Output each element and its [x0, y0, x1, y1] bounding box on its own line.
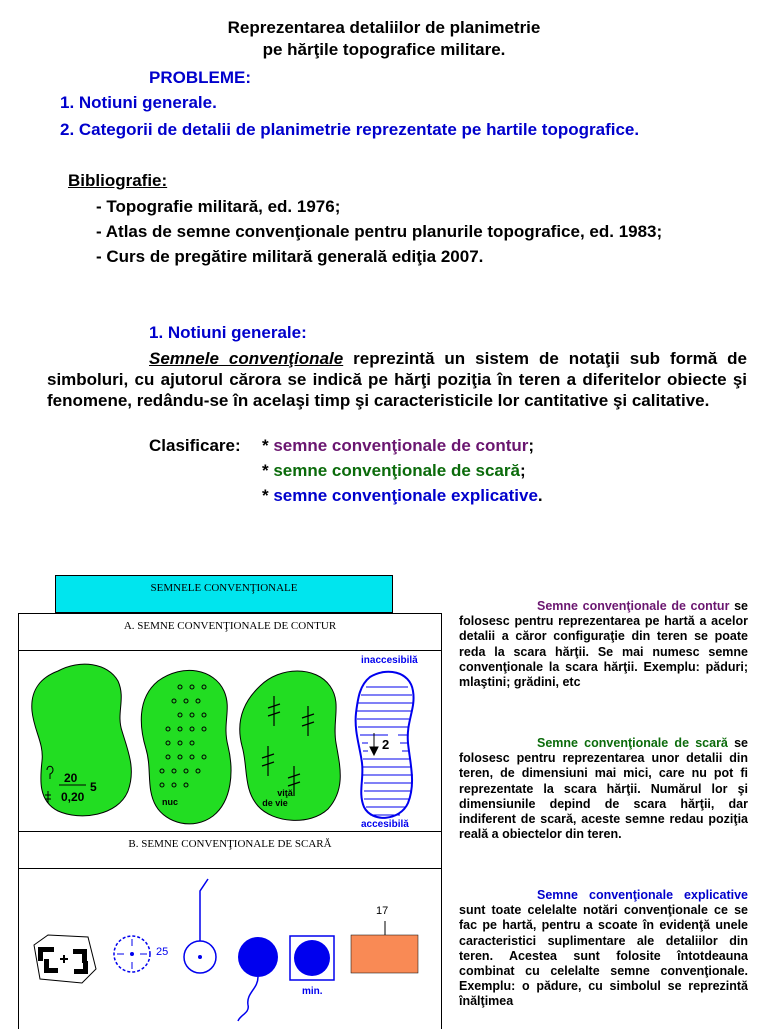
min-label: min. [302, 986, 323, 997]
classification-item-1: * semne convenţionale de contur; [262, 436, 535, 455]
scale-signs-graphic [18, 869, 442, 1024]
swamp-depth-number: 2 [382, 737, 390, 752]
note-explicative: Semne convenţionale explicative sunt toate celelalte notări convenţionale ce se fac pe hartă, pentru a scoate în evidenţă unele caracteristici suplimentare ale detaliilor din teren. Acestea sunt folosite întotdeauna combinat cu celelalte semne convenţionale. Exemplu: o pădure, cu simbolul se reprezintă înălţimea [459, 888, 748, 1009]
forest-num-3: 5 [90, 780, 97, 794]
bar-number: 17 [376, 905, 389, 917]
section1-text: reprezintă un sistem de notaţii sub formă de simboluri, cu ajutorul cărora se indică pe hărţi poziţia în teren a diferitelor obiecte şi fenomene, redându-se în acelaşi timp şi caracteristicile lor cantitative şi calitative. [47, 349, 747, 410]
circle-number: 25 [156, 946, 169, 958]
forest-num-1: 20 [64, 771, 78, 785]
orange-bar-symbol [351, 935, 418, 973]
section1-term: Semnele convenţionale [149, 349, 344, 368]
box-b-header: B. SEMNE CONVENŢIONALE DE SCARĂ [18, 831, 442, 869]
bibliography-heading: Bibliografie: [68, 171, 168, 190]
classification-item-2: * semne convenţionale de scară; [262, 461, 526, 480]
accesibila-label: accesibilă [361, 819, 409, 830]
classification-label: Clasificare: [149, 436, 241, 455]
note-contour: Semne convenţionale de contur se folosesc pentru reprezentarea pe hartă a acelor detalii a căror configuraţie din teren se poate reda la scara hărţii. Se mai numesc semne convenţionale la scara hărţii. Exemplu: păduri; mlaştini; grădini, etc [459, 599, 748, 690]
bibliography-item-3: - Curs de pregătire militară generală ediţia 2007. [96, 247, 484, 266]
inaccesibila-label: inaccesibilă [361, 655, 418, 666]
box-a-header: A. SEMNE CONVENŢIONALE DE CONTUR [18, 613, 442, 651]
forest-num-2: 0,20 [61, 790, 85, 804]
note-scale: Semne convenţionale de scară se folosesc pentru reprezentarea unor detalii din teren, de dimensiuni mai mici, care nu pot fi reprezentate la scara hărţii. Numărul lor şi dimensiunile depind de scara hărţii, dar indiferent de scară, aceste semne redau poziţia reală a obiectelor din teren. [459, 736, 748, 842]
bibliography-item-1: - Topografie militară, ed. 1976; [96, 197, 341, 216]
section1-heading: 1. Notiuni generale: [149, 323, 307, 342]
vita-label-2: de vie [262, 798, 288, 808]
problems-item-1: 1. Notiuni generale. [60, 93, 217, 112]
orchard-shape [141, 670, 231, 824]
page-title-line2: pe hărţile topografice militare. [262, 40, 506, 59]
nuc-label: nuc [162, 797, 179, 807]
classification-item-3: * semne convenţionale explicative. [262, 486, 543, 505]
vita-label-1: viţă [277, 788, 293, 798]
section1-paragraph [47, 348, 747, 411]
bibliography-item-2: - Atlas de semne convenţionale pentru planurile topografice, ed. 1983; [96, 222, 663, 241]
problems-heading: PROBLEME: [149, 68, 251, 87]
contour-signs-graphic [18, 651, 442, 831]
figure-banner: SEMNELE CONVENŢIONALE [55, 575, 393, 613]
page-title-line1: Reprezentarea detaliilor de planimetrie [227, 18, 541, 37]
problems-item-2: 2. Categorii de detalii de planimetrie reprezentate pe hartile topografice. [60, 120, 640, 139]
water-tower-circle [238, 937, 278, 977]
